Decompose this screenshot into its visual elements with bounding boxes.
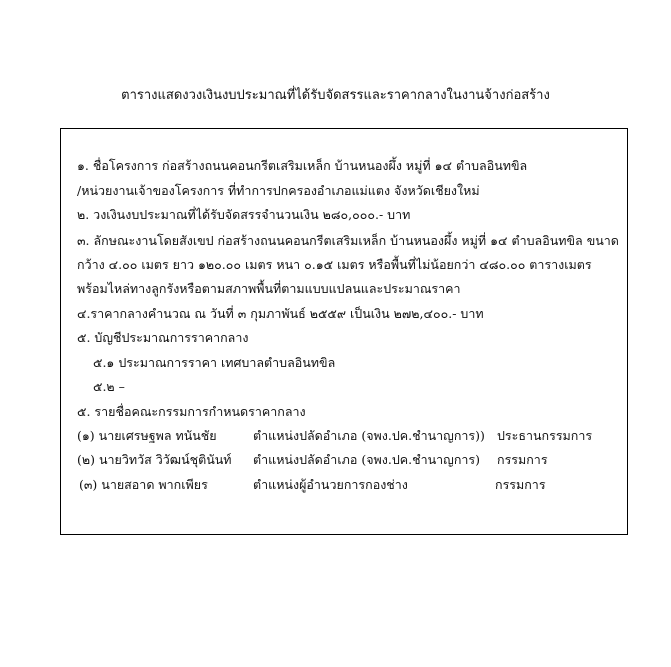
description-line-2: กว้าง ๔.๐๐ เมตร ยาว ๑๒๐.๐๐ เมตร หนา ๐.๑๕ เมตร หรือพื้นที่ไม่น้อยกว่า ๔๘๐.๐๐ ตารางเมตร	[77, 257, 592, 272]
committee-name: (๓) นายสอาด พากเพียร	[79, 477, 208, 492]
estimate-item-1: ๕.๑ ประมาณการราคา เทศบาลตำบลอินทขิล	[93, 355, 336, 370]
content-box	[60, 128, 628, 535]
description-line-1: ๓. ลักษณะงานโดยสังเขป ก่อสร้างถนนคอนกรีตเสริมเหล็ก บ้านหนองผึ้ง หมู่ที่ ๑๔ ตำบลอินทขิล ขนาด	[77, 233, 619, 248]
median-price-line: ๔.ราคากลางคำนวณ ณ วันที่ ๓ กุมภาพันธ์ ๒๕๕๙ เป็นเงิน ๒๗๒,๔๐๐.- บาท	[77, 306, 484, 321]
document-title: ตารางแสดงวงเงินงบประมาณที่ได้รับจัดสรรและราคากลางในงานจ้างก่อสร้าง	[121, 88, 550, 103]
committee-position: ตำแหน่งปลัดอำเภอ (จพง.ปค.ชำนาญการ)	[253, 452, 480, 467]
committee-role: ประธานกรรมการ	[497, 428, 593, 443]
committee-position: ตำแหน่งปลัดอำเภอ (จพง.ปค.ชำนาญการ))	[253, 428, 485, 443]
estimate-item-2: ๕.๒ –	[93, 379, 125, 394]
committee-name: (๒) นายวิทวัส วิวัฒน์ชุตินันท์	[77, 452, 232, 467]
project-name-line: ๑. ชื่อโครงการ ก่อสร้างถนนคอนกรีตเสริมเหล็ก บ้านหนองผึ้ง หมู่ที่ ๑๔ ตำบลอินทขิล	[77, 158, 528, 173]
agency-line: /หน่วยงานเจ้าของโครงการ ที่ทำการปกครองอำเภอแม่แตง จังหวัดเชียงใหม่	[77, 183, 480, 198]
committee-name: (๑) นายเศรษฐพล ทนันชัย	[77, 428, 217, 443]
estimate-account-line: ๕. บัญชีประมาณการราคากลาง	[77, 330, 249, 345]
committee-position: ตำแหน่งผู้อำนวยการกองช่าง	[253, 477, 408, 492]
committee-role: กรรมการ	[495, 477, 546, 492]
committee-role: กรรมการ	[497, 452, 548, 467]
description-line-3: พร้อมไหล่ทางลูกรังหรือตามสภาพพื้นที่ตามแบบแปลนและประมาณราคา	[77, 281, 461, 296]
committee-heading: ๕. รายชื่อคณะกรรมการกำหนดราคากลาง	[77, 404, 306, 419]
budget-line: ๒. วงเงินงบประมาณที่ได้รับจัดสรรจำนวนเงิน ๒๘๐,๐๐๐.- บาท	[77, 207, 411, 222]
